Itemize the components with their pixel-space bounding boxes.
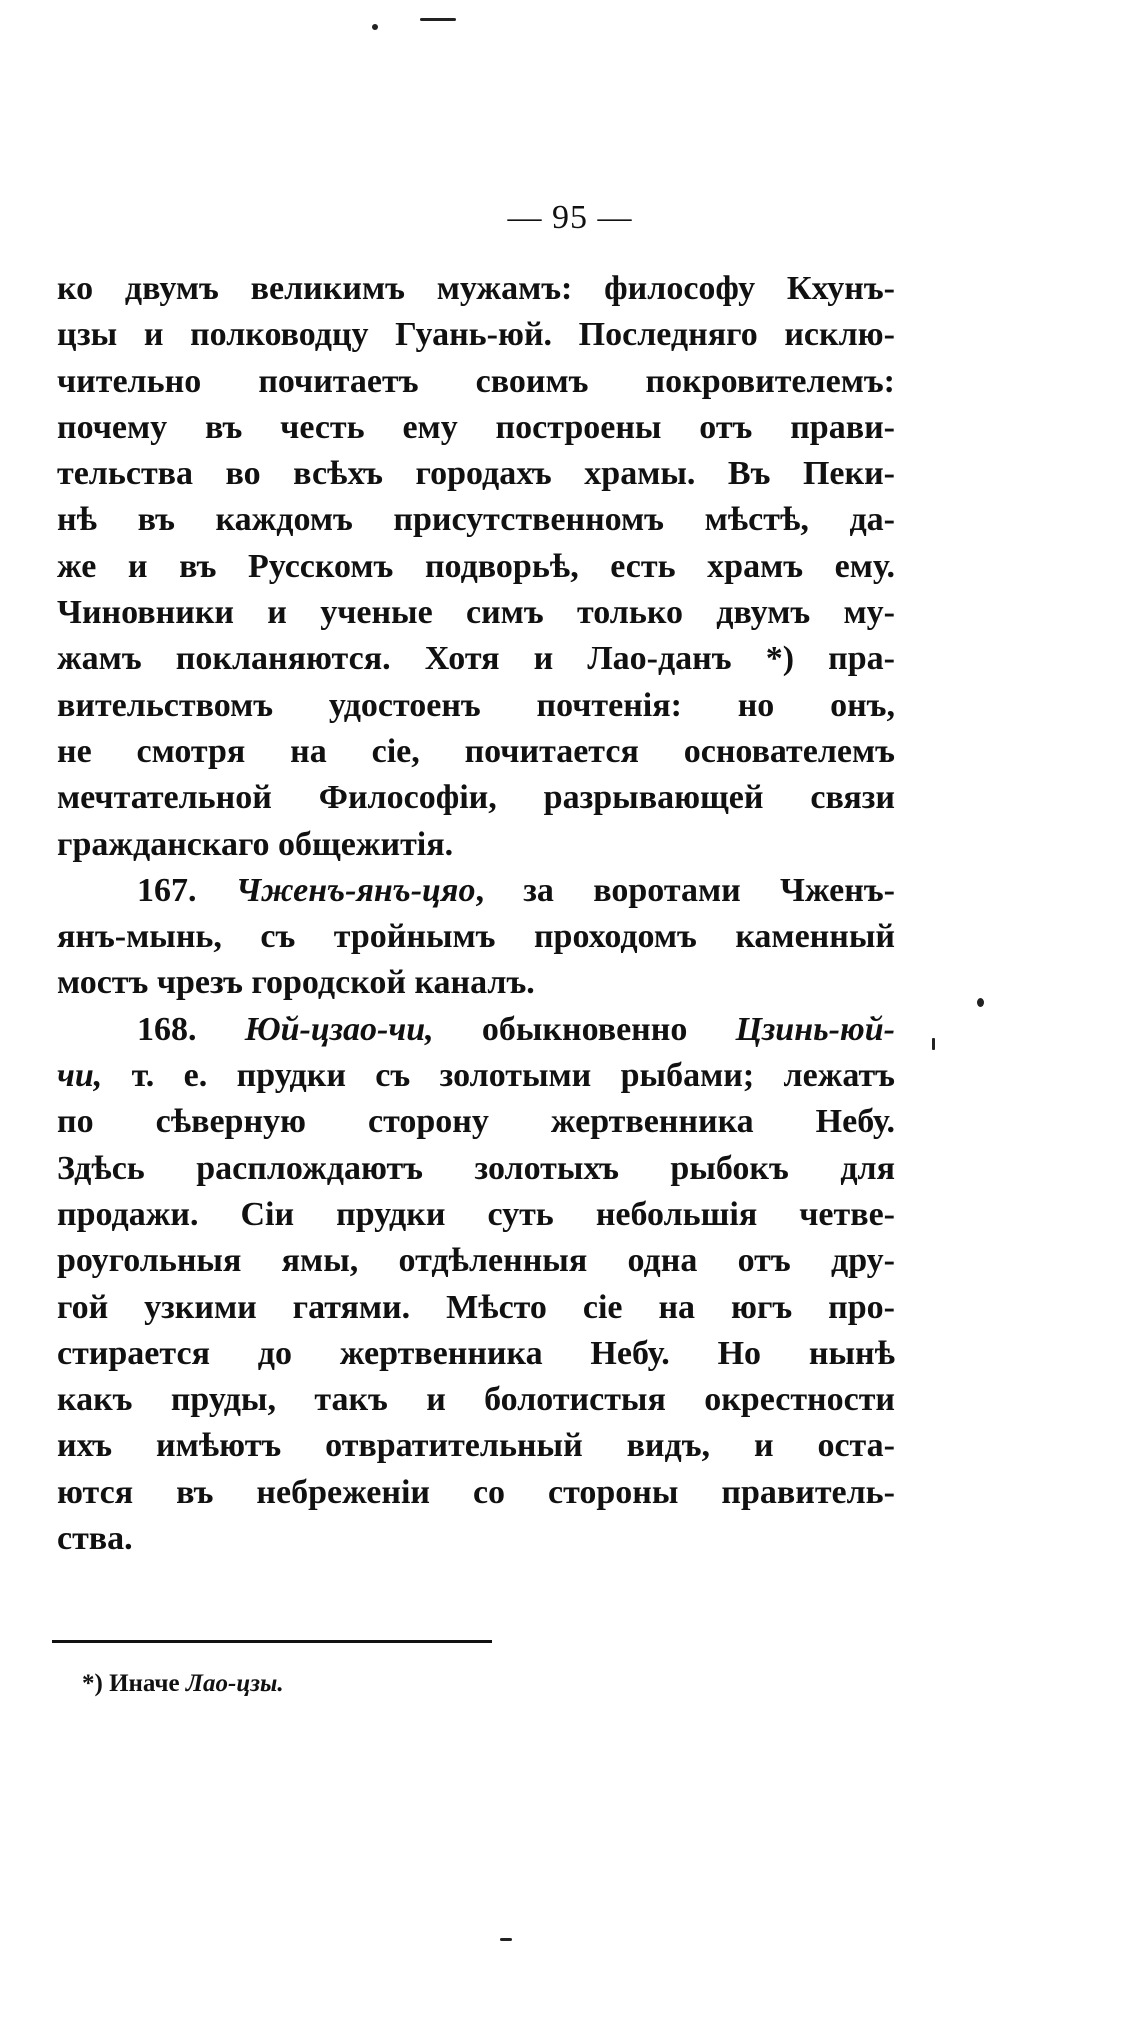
entry-168-line: продажи. Сіи прудки суть небольшія четве- (57, 1195, 895, 1233)
entry-167-line: янъ-мынь, съ тройнымъ проходомъ каменный (57, 918, 895, 956)
entry-167-line (57, 868, 895, 914)
text-line: нѣ въ каждомъ присутственномъ мѣстѣ, да- (57, 501, 895, 539)
footnote-text: Иначе (109, 1670, 180, 1697)
text-line: ко двумъ великимъ мужамъ: философу Кхунъ- (57, 270, 895, 307)
entry-168-line: какъ пруды, такъ и болотистыя окрестности (57, 1381, 895, 1419)
entry-167-line: мостъ чрезъ городской каналъ. (57, 964, 535, 1002)
entry-168-line: Здѣсь расплождаютъ золотыхъ рыбокъ для (57, 1149, 895, 1187)
entry-168-name: Юй-цзао-чи, (244, 1010, 434, 1048)
page-number: — 95 — (507, 199, 633, 236)
entry-168-line: стирается до жертвенника Небу. Но нынѣ (57, 1334, 895, 1372)
entry-168-number: 168. (137, 1010, 197, 1048)
entry-167-name: Чженъ-янъ-цяо (235, 871, 476, 909)
text-line: цзы и полководцу Гуань-юй. Последняго исклю- (57, 316, 895, 354)
text-line: вительствомъ удостоенъ почтенія: но онъ, (57, 686, 895, 724)
print-speck (372, 24, 378, 30)
entry-168-line: по сѣверную сторону жертвенника Небу. (57, 1103, 895, 1141)
print-speck (500, 1938, 512, 1941)
entry-168-line: роугольныя ямы, отдѣленныя одна отъ дру- (57, 1242, 895, 1280)
entry-168-line: ства. (57, 1520, 133, 1558)
entry-168-text: т. е. прудки съ золотыми рыбами; лежатъ (102, 1057, 895, 1095)
text-line: тельства во всѣхъ городахъ храмы. Въ Пеки- (57, 455, 895, 493)
text-line: Чиновники и ученые симъ только двумъ му- (57, 594, 895, 632)
entry-168-line (57, 1007, 895, 1053)
footnote-mark: *) (82, 1670, 103, 1697)
text-line: мечтательной Философіи, разрывающей связи (57, 779, 895, 817)
page-body-text (57, 266, 895, 1562)
entry-168-line: ются въ небреженіи со стороны правитель- (57, 1473, 895, 1511)
entry-168-text: обыкновенно (433, 1010, 736, 1048)
entry-168-alt-name: Цзинь-юй- (735, 1010, 895, 1048)
text-line: чительно почитаетъ своимъ покровителемъ: (57, 362, 895, 400)
text-line: не смотря на сіе, почитается основателемъ (57, 732, 895, 770)
print-speck (420, 18, 456, 21)
text-line: жамъ покланяются. Хотя и Лао-данъ *) пра- (57, 640, 895, 678)
text-line: гражданскаго общежитія. (57, 825, 454, 863)
print-speck (932, 1038, 935, 1050)
text-line: почему въ честь ему построены отъ прави- (57, 408, 895, 446)
entry-168-alt-name: чи, (57, 1057, 103, 1095)
entry-167-number: 167. (137, 871, 197, 909)
footnote-divider (52, 1640, 492, 1643)
entry-168-line: ихъ имѣютъ отвратительный видъ, и оста- (57, 1427, 895, 1465)
entry-168-line: гой узкими гатями. Мѣсто сіе на югъ про- (57, 1288, 895, 1326)
text-line: же и въ Русскомъ подворьѣ, есть храмъ ему. (57, 547, 895, 585)
entry-168-line (57, 1053, 895, 1099)
print-speck (977, 998, 984, 1007)
footnote (82, 1668, 284, 1700)
footnote-name: Лао-цзы. (185, 1670, 284, 1697)
entry-167-text: , за воротами Чженъ- (475, 871, 896, 909)
